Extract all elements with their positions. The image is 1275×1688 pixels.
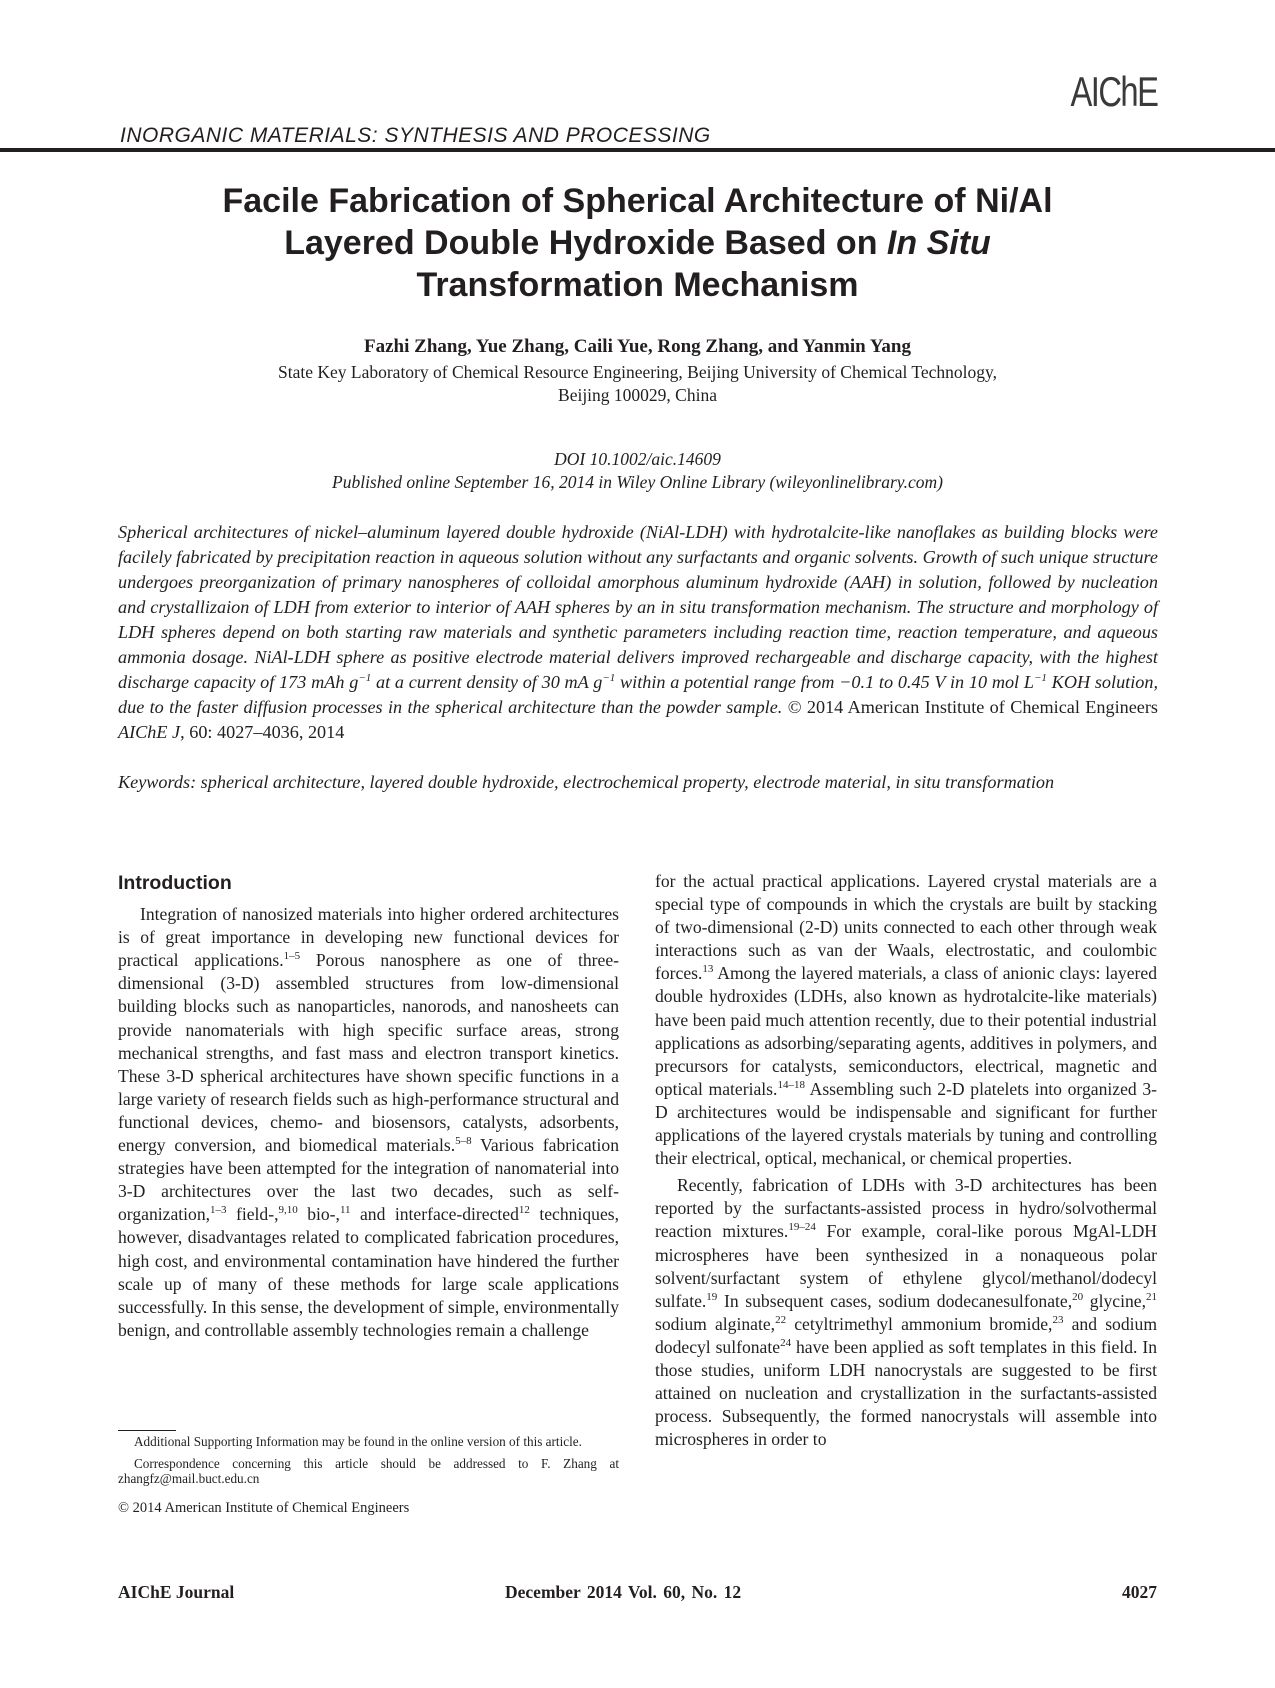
author-list: Fazhi Zhang, Yue Zhang, Caili Yue, Rong Zhang, and Yanmin Yang [364,336,911,357]
footnote-rule [118,1430,176,1431]
title-line-2 [150,222,1125,264]
citation-ref[interactable]: 13 [702,963,714,976]
text-run: and interface-directed [350,1204,519,1225]
text-run: Integration of nanosized materials into higher ordered architectures is of great importance in developing new functional devices for practical applications. [118,904,619,971]
abstract-text: Spherical architectures of nickel–aluminum layered double hydroxide (NiAl-LDH) with hydrotalcite-like nanoflakes as building blocks were facilely fabricated by precipitation reaction in aqueous solution without any surfactants and organic solvents. Growth of such unique structure undergoes preorganization of primary nanospheres of colloidal amorphous aluminum hydroxide (AAH) in solution, followed by nucleation and crystallizaion of LDH from exterior to interior of AAH spheres by an in situ transformation mechanism. The structure and morphology of LDH spheres depend on both starting raw materials and synthetic parameters including reaction time, reaction temperature, and aqueous ammonia dosage. NiAl-LDH sphere as positive electrode material delivers improved rechargeable and discharge capacity, with the highest discharge capacity of 173 mAh g [118,522,1158,692]
citation-ref[interactable]: 5–8 [455,1135,472,1148]
abstract-journal: AIChE J [118,722,181,742]
footnote-copyright: © 2014 American Institute of Chemical Engineers [118,1499,410,1516]
abstract-copyright: © 2014 American Institute of Chemical Engineers [782,697,1158,717]
citation-ref[interactable]: 14–18 [777,1078,805,1091]
keywords: Keywords: spherical architecture, layered double hydroxide, electrochemical property, electrode material, in situ transformation [118,772,1055,792]
text-run: for the actual practical applications. Layered crystal materials are a special type of compounds in which the crystals are built by stacking of two-dimensional (2-D) units connected to each other through weak interactions such as van der Waals, electrostatic, and coulombic forces. [655,871,1157,984]
affiliation [150,361,1125,407]
footer-page-number: 4027 [1122,1582,1157,1602]
text-run: and sodium dodecyl sulfonate [655,1313,1158,1357]
title-line-1: Facile Fabrication of Spherical Architecture of Ni/Al [222,182,1053,220]
citation-ref[interactable]: 19–24 [788,1221,816,1234]
paragraph [655,1174,1157,1451]
section-heading-introduction: Introduction [118,872,232,894]
title-line-3: Transformation Mechanism [416,266,859,304]
citation-ref[interactable]: 24 [780,1336,792,1349]
paragraph [118,903,619,1342]
paragraph [655,870,1157,1170]
header-rule [0,148,1275,152]
text-run: In subsequent cases, sodium dodecanesulfonate, [717,1290,1073,1311]
abstract-text: within a potential range from −0.1 to 0.45 V in 10 mol L [615,672,1034,692]
footnote: Correspondence concerning this article should be addressed to F. Zhang at zhangfz@mail.buct.edu.cn [118,1455,619,1486]
text-run: techniques, however, disadvantages related to complicated fabrication procedures, high cost, and environmental contamination have hindered the further scale up of many of these methods for large scale applications successfully. In this sense, the development of simple, environmentally benign, and controllable assembly technologies remain a challenge [118,1204,619,1340]
abstract-text: at a current density of 30 mA g [371,672,603,692]
text-run: Various fabrication strategies have been attempted for the integration of nanomaterial into 3-D architectures over the last two decades, such as self-organization, [118,1135,619,1225]
citation-ref[interactable]: 22 [775,1313,787,1326]
article-title [150,180,1125,306]
text-run: field-, [226,1204,279,1225]
citation-ref[interactable]: 21 [1145,1290,1157,1303]
left-column [118,872,619,1342]
footer-journal: AIChE Journal [118,1582,235,1602]
footnotes [118,1434,619,1522]
abstract-citation: , 60: 4027–4036, 2014 [180,722,345,742]
abstract [118,520,1158,745]
section-label: INORGANIC MATERIALS: SYNTHESIS AND PROCESSING [120,124,711,147]
title-line-2-text: Layered Double Hydroxide Based on [284,224,887,262]
abstract-sup: −1 [602,672,616,684]
text-run: have been applied as soft templates in this field. In those studies, uniform LDH nanocrystals are suggested to be first attained on nucleation and crystallization in the surfactants-assisted process. Subsequently, the formed nanocrystals will assemble into microspheres in order to [655,1336,1157,1450]
abstract-text: KOH solution, due to the faster diffusion processes in the spherical architecture than the powder sample. [118,672,1159,717]
citation-ref[interactable]: 1–5 [283,950,301,963]
journal-logo: AIChE [1070,68,1157,115]
abstract-sup: −1 [1033,672,1047,684]
affiliation-line-2: Beijing 100029, China [558,385,717,405]
affiliation-line-1: State Key Laboratory of Chemical Resource Engineering, Beijing University of Chemical Technology, [278,362,997,382]
footer-issue: December 2014 Vol. 60, No. 12 [505,1582,742,1602]
title-italic-text: In Situ [886,224,991,262]
text-run: Recently, fabrication of LDHs with 3-D architectures has been reported by the surfactants-assisted process in hydro/solvothermal reaction mixtures. [655,1175,1157,1242]
right-column [655,870,1157,1451]
text-run: sodium alginate, [655,1313,776,1334]
text-run: cetyltrimethyl ammonium bromide, [786,1313,1053,1334]
footnote: Additional Supporting Information may be found in the online version of this article. [134,1434,582,1449]
text-run: bio-, [297,1204,340,1225]
text-run: Among the layered materials, a class of anionic clays: layered double hydroxides (LDHs, also known as hydrotalcite-like materials) have been paid much attention recently, due to their potential industrial applications as adsorbing/separating agents, additives in polymers, and precursors for catalysts, semiconductors, electrical, magnetic and optical materials. [655,963,1157,1099]
text-run: For example, coral-like porous MgAl-LDH microspheres have been synthesized in a nonaqueous polar solvent/surfactant system of ethylene glycol/methanol/dodecyl sulfate. [655,1221,1157,1311]
citation-ref[interactable]: 20 [1072,1290,1084,1303]
doi[interactable]: DOI 10.1002/aic.14609 [554,449,721,469]
citation-ref[interactable]: 1–3 [210,1204,227,1217]
citation-ref[interactable]: 12 [518,1204,530,1217]
published-line: Published online September 16, 2014 in Wiley Online Library (wileyonlinelibrary.com) [332,472,943,492]
citation-ref[interactable]: 11 [339,1204,351,1217]
text-run: Assembling such 2-D platelets into organized 3-D architectures would be indispensable and significant for further applications of the layered crystals materials by tuning and controlling their electrical, optical, mechanical, or chemical properties. [655,1078,1158,1169]
citation-ref[interactable]: 19 [706,1290,718,1303]
text-run: glycine, [1083,1290,1146,1311]
text-run: Porous nanosphere as one of three-dimensional (3-D) assembled structures from low-dimensional building blocks such as nanoparticles, nanorods, and nanosheets can provide nanomaterials with high specific surface areas, strong mechanical strengths, and fast mass and electron transport kinetics. These 3-D spherical architectures have shown specific functions in a large variety of research fields such as high-performance structural and functional devices, chemo- and biosensors, catalysts, adsorbents, energy conversion, and biomedical materials. [118,950,619,1156]
citation-ref[interactable]: 9,10 [278,1204,298,1217]
citation-ref[interactable]: 23 [1052,1313,1064,1326]
abstract-sup: −1 [358,672,372,684]
